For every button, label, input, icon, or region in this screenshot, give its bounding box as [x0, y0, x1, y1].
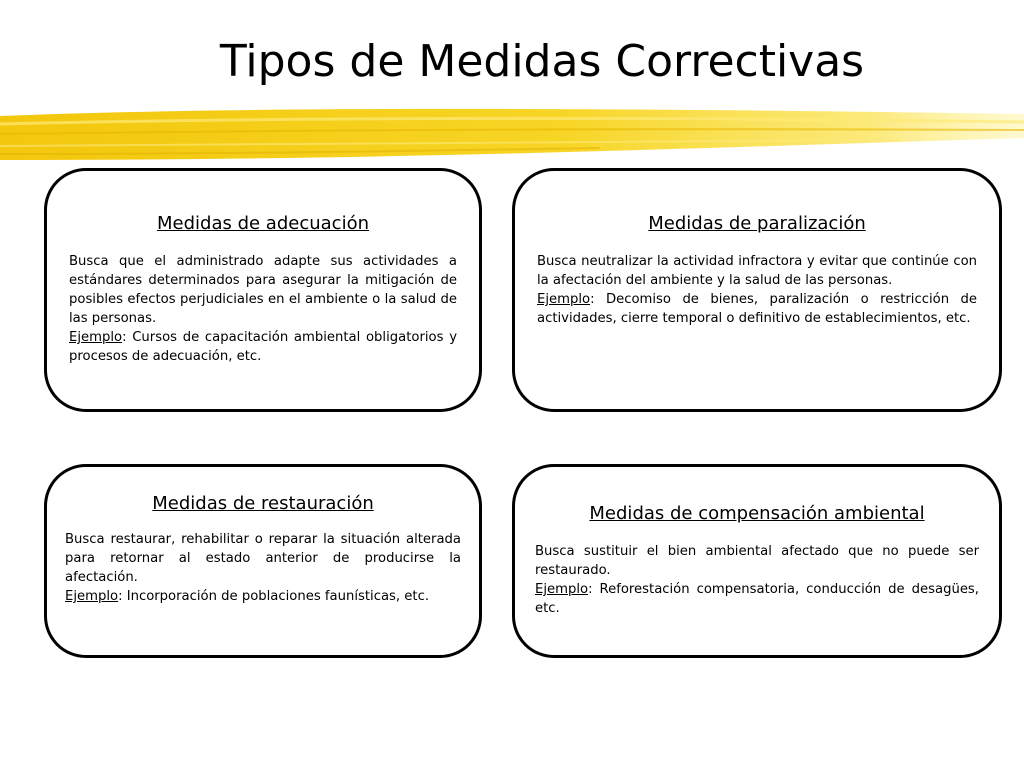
- example-label: Ejemplo: [69, 330, 123, 345]
- card-heading: Medidas de paralización: [648, 213, 866, 234]
- example-label: Ejemplo: [537, 292, 591, 307]
- card-description: Busca neutralizar la actividad infractora y evitar que continúe con la afectación del ambiente y la salud de las personas.: [537, 254, 977, 288]
- card-body: [537, 252, 977, 328]
- card-heading: Medidas de restauración: [152, 493, 374, 514]
- slide-title: Tipos de Medidas Correctivas: [219, 36, 865, 87]
- example-text: : Reforestación compensatoria, conducción de desagües, etc.: [535, 582, 979, 616]
- card-heading: Medidas de adecuación: [157, 213, 369, 234]
- card-body: [535, 542, 979, 618]
- card-description: Busca que el administrado adapte sus actividades a estándares determinados para asegurar la mitigación de posibles efectos perjudiciales en el ambiente o la salud de las personas.: [69, 254, 457, 326]
- card-body: [69, 252, 457, 366]
- card-description: Busca restaurar, rehabilitar o reparar la situación alterada para retornar al estado anterior de producirse la afectación.: [65, 532, 461, 585]
- card-description: Busca sustituir el bien ambiental afectado que no puede ser restaurado.: [535, 544, 979, 578]
- example-text: : Cursos de capacitación ambiental obligatorios y procesos de adecuación, etc.: [69, 330, 457, 364]
- example-text: : Decomiso de bienes, paralización o restricción de actividades, cierre temporal o definitivo de establecimientos, etc.: [537, 292, 977, 326]
- card-heading: Medidas de compensación ambiental: [589, 503, 925, 524]
- card-compensacion-ambiental: [512, 464, 1002, 658]
- example-label: Ejemplo: [535, 582, 589, 597]
- card-restauracion: [44, 464, 482, 658]
- example-label: Ejemplo: [65, 589, 119, 604]
- card-body: [65, 530, 461, 606]
- card-adecuacion: [44, 168, 482, 412]
- card-paralizacion: [512, 168, 1002, 412]
- yellow-brush-stroke: [0, 104, 1024, 166]
- example-text: : Incorporación de poblaciones faunísticas, etc.: [118, 589, 430, 604]
